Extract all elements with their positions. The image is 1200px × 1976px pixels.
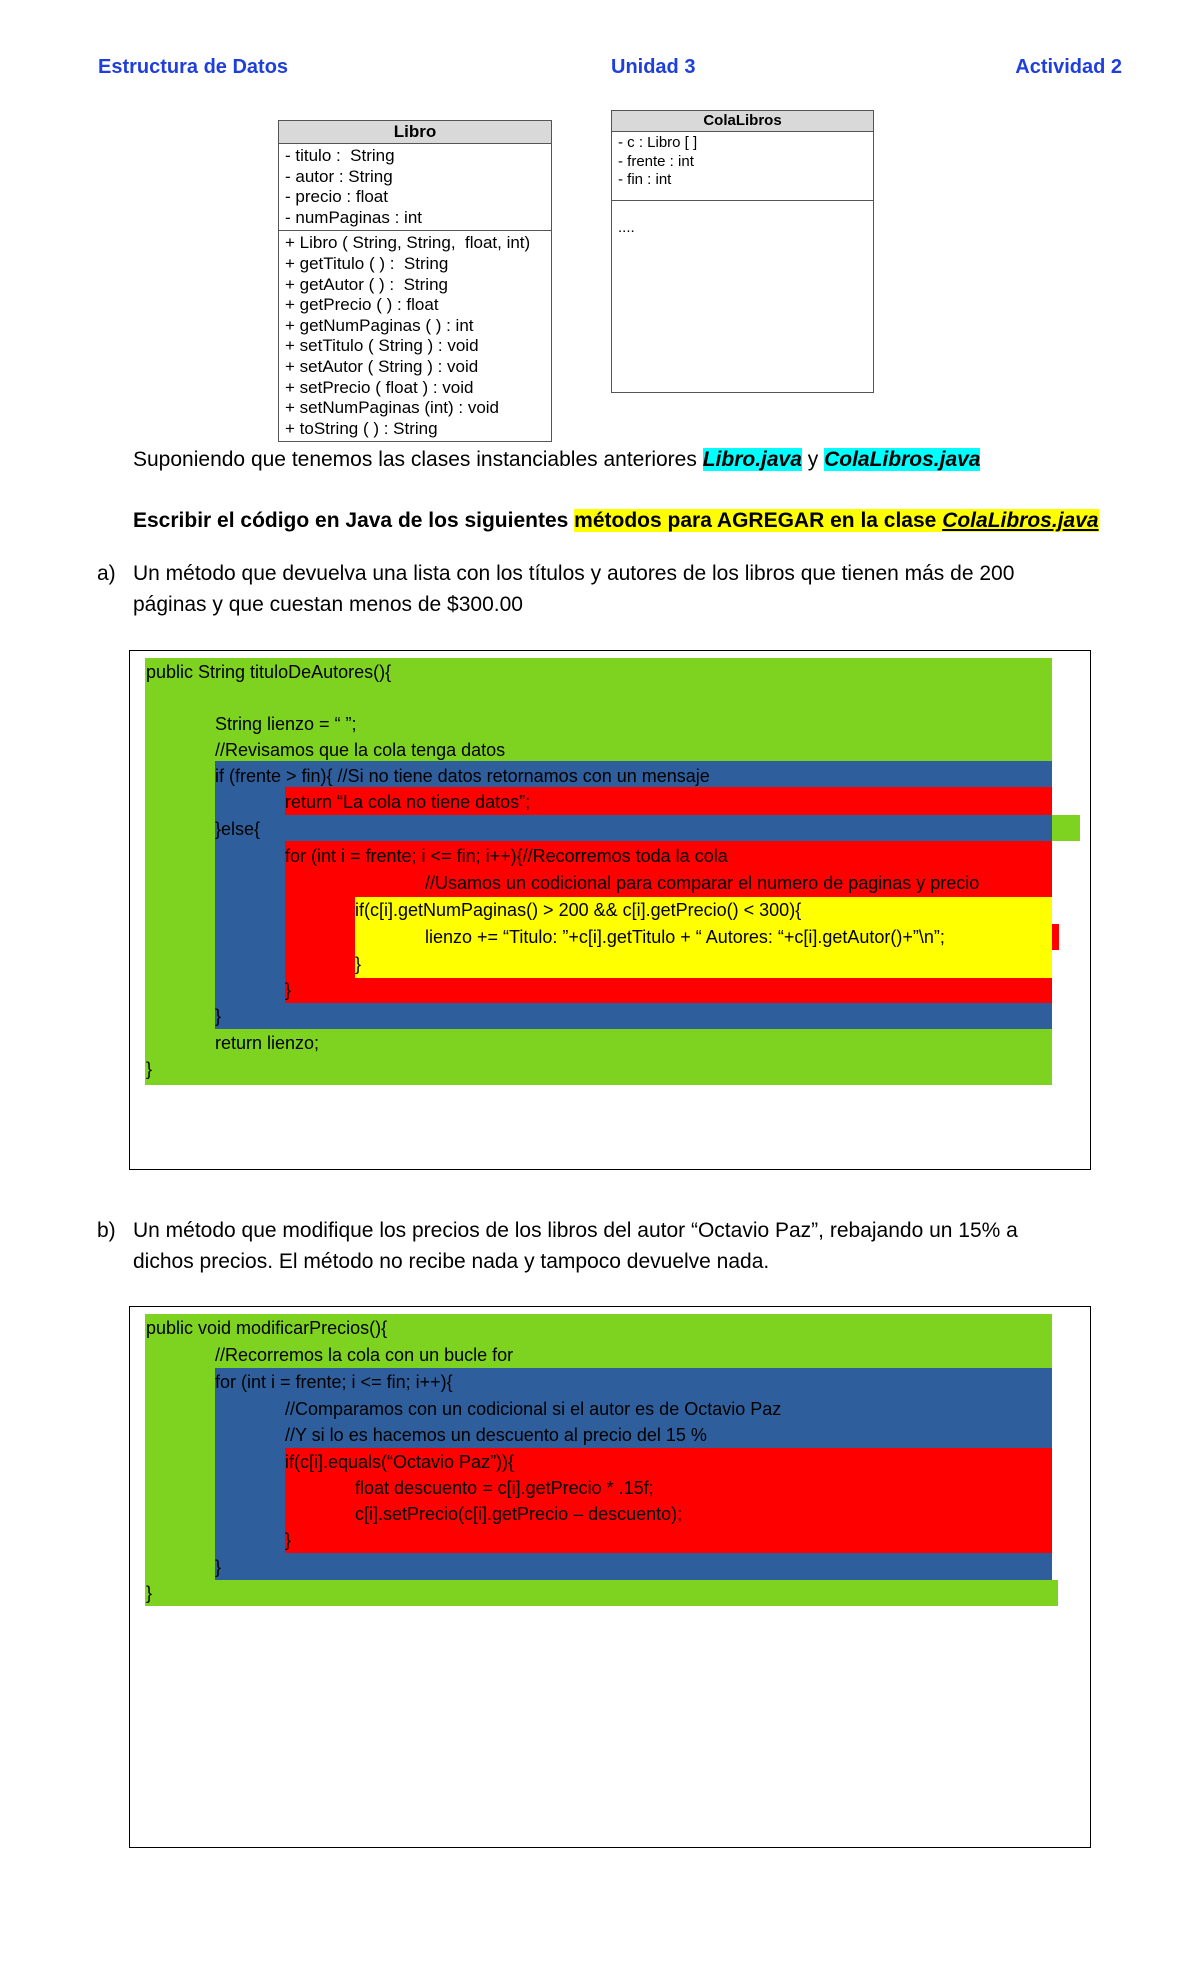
code-line: return lienzo; (215, 1033, 320, 1053)
uml-class-colalibros (611, 110, 874, 393)
code-line: String lienzo = “ ”; (215, 714, 357, 734)
uml-attribute: - c : Libro [ ] (618, 134, 698, 151)
uml-attribute: - precio : float (285, 187, 388, 207)
question-a-line: Un método que devuelva una lista con los títulos y autores de los libros que tienen más de 200 (133, 562, 1015, 585)
uml-method: + setPrecio ( float ) : void (285, 377, 474, 397)
question-a-line: páginas y que cuestan menos de $300.00 (133, 593, 523, 616)
uml-attribute: - frente : int (618, 152, 694, 170)
instruction-class: ColaLibros.java (942, 509, 1099, 532)
uml-method: + getNumPaginas ( ) : int (285, 315, 474, 335)
code-line: for (int i = frente; i <= fin; i++){ (215, 1372, 453, 1392)
code-line: } (215, 1557, 222, 1577)
highlight-band (145, 1580, 1058, 1606)
highlight-band (145, 1368, 215, 1580)
question-b-text (133, 1215, 1133, 1277)
code-line: lienzo += “Titulo: ”+c[i].getTitulo + “ Autores: “+c[i].getAutor()+”\n”; (425, 927, 945, 947)
uml-attributes (279, 144, 551, 231)
code-line: //Recorremos la cola con un bucle for (215, 1345, 514, 1365)
uml-class-libro (278, 120, 552, 442)
question-a-label: a) (97, 562, 116, 585)
uml-methods (279, 231, 551, 441)
instruction-prefix: Escribir el código en Java de los siguientes (133, 509, 569, 532)
question-b-line: dichos precios. El método no recibe nada y tampoco devuelve nada. (133, 1250, 770, 1273)
uml-method: + setAutor ( String ) : void (285, 356, 479, 376)
code-line: c[i].setPrecio(c[i].getPrecio – descuento); (355, 1504, 683, 1524)
code-line: return “La cola no tiene datos”; (285, 792, 531, 812)
code-line: //Revisamos que la cola tenga datos (215, 740, 506, 760)
intro-and: y (807, 448, 819, 471)
uml-method: + toString ( ) : String (285, 418, 438, 438)
uml-method: + getTitulo ( ) : String (285, 253, 449, 273)
uml-attribute: - titulo : String (285, 146, 395, 165)
code-line: //Usamos un codicional para comparar el numero de paginas y precio (425, 873, 980, 893)
code-line: } (146, 1583, 153, 1603)
highlight-band (1052, 815, 1080, 841)
code-line: //Y si lo es hacemos un descuento al precio del 15 % (285, 1425, 707, 1445)
uml-class-name: ColaLibros (612, 111, 873, 132)
intro-text: Suponiendo que tenemos las clases instanciables anteriores (133, 448, 697, 471)
code-line: public String tituloDeAutores(){ (146, 662, 392, 682)
header-activity: Actividad 2 (1015, 56, 1122, 78)
uml-attributes (612, 132, 873, 201)
uml-method: + getAutor ( ) : String (285, 274, 448, 294)
uml-attribute: - fin : int (618, 171, 672, 188)
code-line: if (frente > fin){ //Si no tiene datos retornamos con un mensaje (215, 766, 710, 786)
code-line: float descuento = c[i].getPrecio * .15f; (355, 1478, 654, 1498)
highlight-band (1052, 924, 1059, 950)
uml-method: .... (618, 219, 635, 236)
intro-class-libro: Libro.java (702, 448, 802, 471)
header-course: Estructura de Datos (98, 56, 289, 78)
uml-attribute: - numPaginas : int (285, 207, 423, 227)
intro-class-colalibros: ColaLibros.java (824, 448, 981, 471)
uml-method: + setTitulo ( String ) : void (285, 336, 479, 356)
header-unit: Unidad 3 (611, 56, 696, 78)
uml-method: + Libro ( String, String, float, int) (285, 233, 531, 253)
uml-methods (612, 201, 873, 240)
uml-attribute: - autor : String (285, 166, 393, 186)
code-line: for (int i = frente; i <= fin; i++){//Recorremos toda la cola (285, 846, 728, 866)
code-line: public void modificarPrecios(){ (146, 1318, 388, 1338)
uml-method: + getPrecio ( ) : float (285, 295, 439, 315)
code-line: } (285, 1530, 292, 1550)
code-line: } (215, 1006, 222, 1026)
uml-class-name: Libro (279, 121, 551, 144)
code-line: } (355, 954, 362, 974)
code-line: } (146, 1059, 153, 1079)
code-line: } (285, 980, 292, 1000)
code-line: //Comparamos con un codicional si el autor es de Octavio Paz (285, 1399, 782, 1419)
code-line: if(c[i].getNumPaginas() > 200 && c[i].getPrecio() < 300){ (355, 900, 802, 920)
intro-paragraph (133, 444, 1133, 475)
code-line: }else{ (215, 819, 261, 839)
code-line: if(c[i].equals(“Octavio Paz”)){ (285, 1452, 515, 1472)
question-a-text (133, 558, 1133, 620)
question-b-label: b) (97, 1219, 116, 1242)
question-b-line: Un método que modifique los precios de los libros del autor “Octavio Paz”, rebajando un 15% a (133, 1219, 1018, 1242)
instruction-highlight: métodos para AGREGAR en la clase ColaLibros.java (574, 509, 1099, 532)
uml-method: + setNumPaginas (int) : void (285, 398, 500, 418)
instruction-paragraph (133, 505, 1133, 536)
